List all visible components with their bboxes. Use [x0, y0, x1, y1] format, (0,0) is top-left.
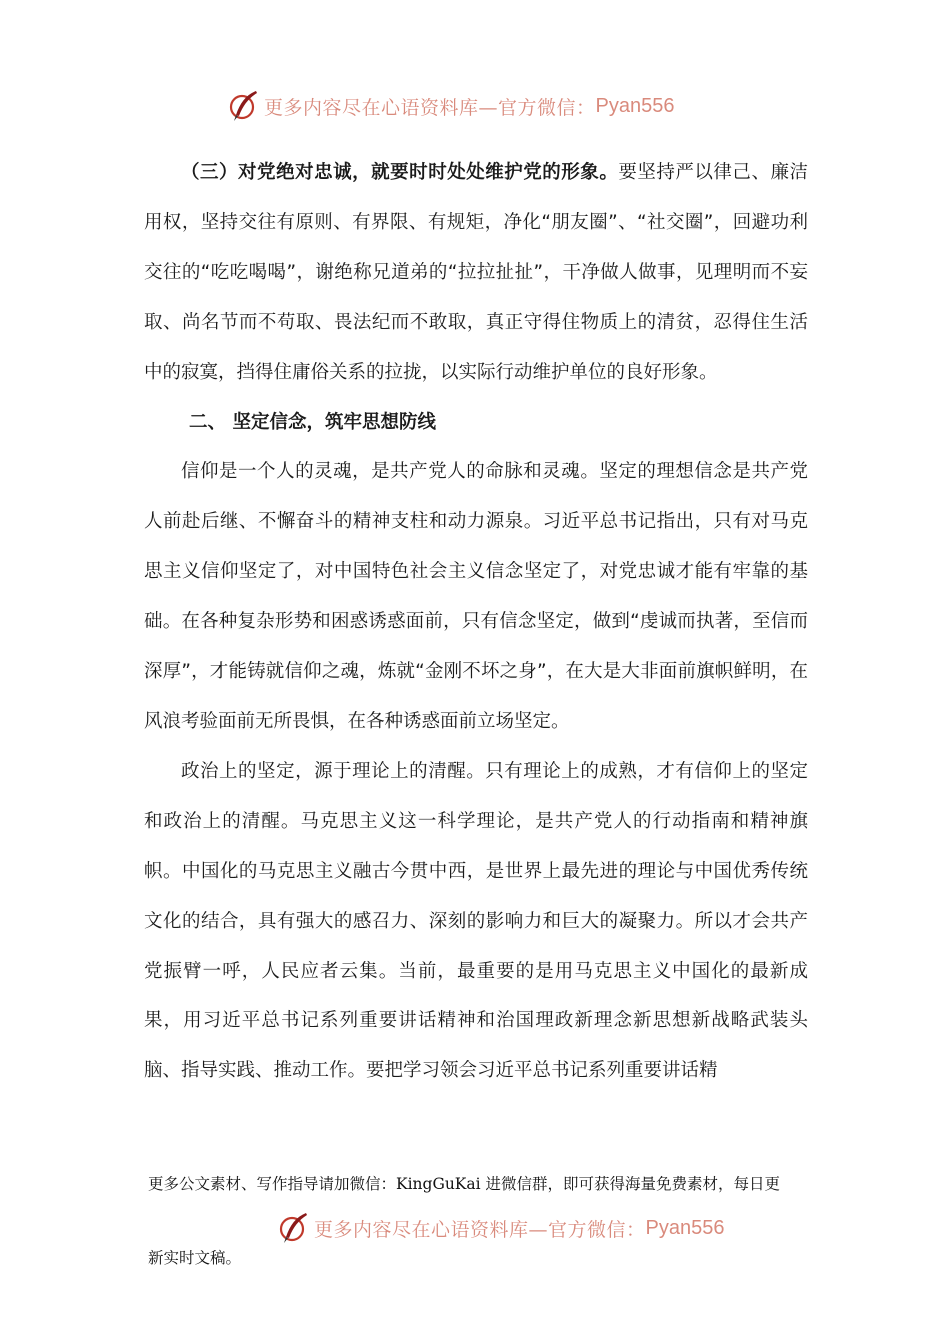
watermark-wechat-id: Pyan556 [595, 94, 675, 117]
paragraph-political: 政治上的坚定，源于理论上的清醒。只有理论上的成熟，才有信仰上的坚定和政治上的清醒。马克思主义这一科学理论，是共产党人的行动指南和精神旗帜。中国化的马克思主义融古今贯中西，是世界上最先进的理论与中国优秀传统文化的结合，具有强大的感召力、深刻的影响力和巨大的凝聚力。所以才会共产党振臂一呼，人民应者云集。当前，最重要的是用马克思主义中国化的最新成果，用习近平总书记系列重要讲话精神和治国理政新理念新思想新战略武装头脑、指导实践、推动工作。要把学习领会习近平总书记系列重要讲话精 [144, 760, 808, 1082]
quill-logo-icon [226, 89, 260, 123]
section-3-bold-lead: （三）对党绝对忠诚，就要时时处处维护党的形象。 [181, 162, 619, 183]
document-body [144, 148, 808, 1096]
quill-logo-icon [276, 1211, 310, 1245]
watermark-bottom [276, 1208, 724, 1248]
watermark-top [226, 86, 674, 126]
watermark-text: 更多内容尽在心语资料库—官方微信： [264, 96, 596, 119]
section-3-paragraph [144, 148, 808, 398]
section-heading-2: 二、 坚定信念，筑牢思想防线 [189, 411, 436, 433]
section-3-body: 要坚持严以律己、廉洁用权，坚持交往有原则、有界限、有规矩，净化“朋友圈”、“社交圈”，回避功利交往的“吃吃喝喝”，谢绝称兄道弟的“拉拉扯扯”，干净做人做事，见理明而不妄取、尚名节而不苟取、畏法纪而不敢取，真正守得住物质上的清贫，忍得住生活中的寂寞，挡得住庸俗关系的拉拢，以实际行动维护单位的良好形象。 [144, 162, 808, 383]
watermark-text: 更多内容尽在心语资料库—官方微信： [314, 1218, 646, 1241]
paragraph-belief: 信仰是一个人的灵魂，是共产党人的命脉和灵魂。坚定的理想信念是共产党人前赴后继、不懈奋斗的精神支柱和动力源泉。习近平总书记指出，只有对马克思主义信仰坚定了，对中国特色社会主义信念坚定了，对党忠诚才能有牢靠的基础。在各种复杂形势和困惑诱惑面前，只有信念坚定，做到“虔诚而执著，至信而深厚”，才能铸就信仰之魂，炼就“金刚不坏之身”，在大是大非面前旗帜鲜明，在风浪考验面前无所畏惧，在各种诱惑面前立场坚定。 [144, 461, 808, 732]
watermark-wechat-id: Pyan556 [645, 1216, 725, 1239]
footer-line-1: 更多公文素材、写作指导请加微信：KingGuKai 进微信群，即可获得海量免费素材，每日更 [148, 1175, 781, 1193]
footer-line-2: 新实时文稿。 [148, 1249, 242, 1267]
